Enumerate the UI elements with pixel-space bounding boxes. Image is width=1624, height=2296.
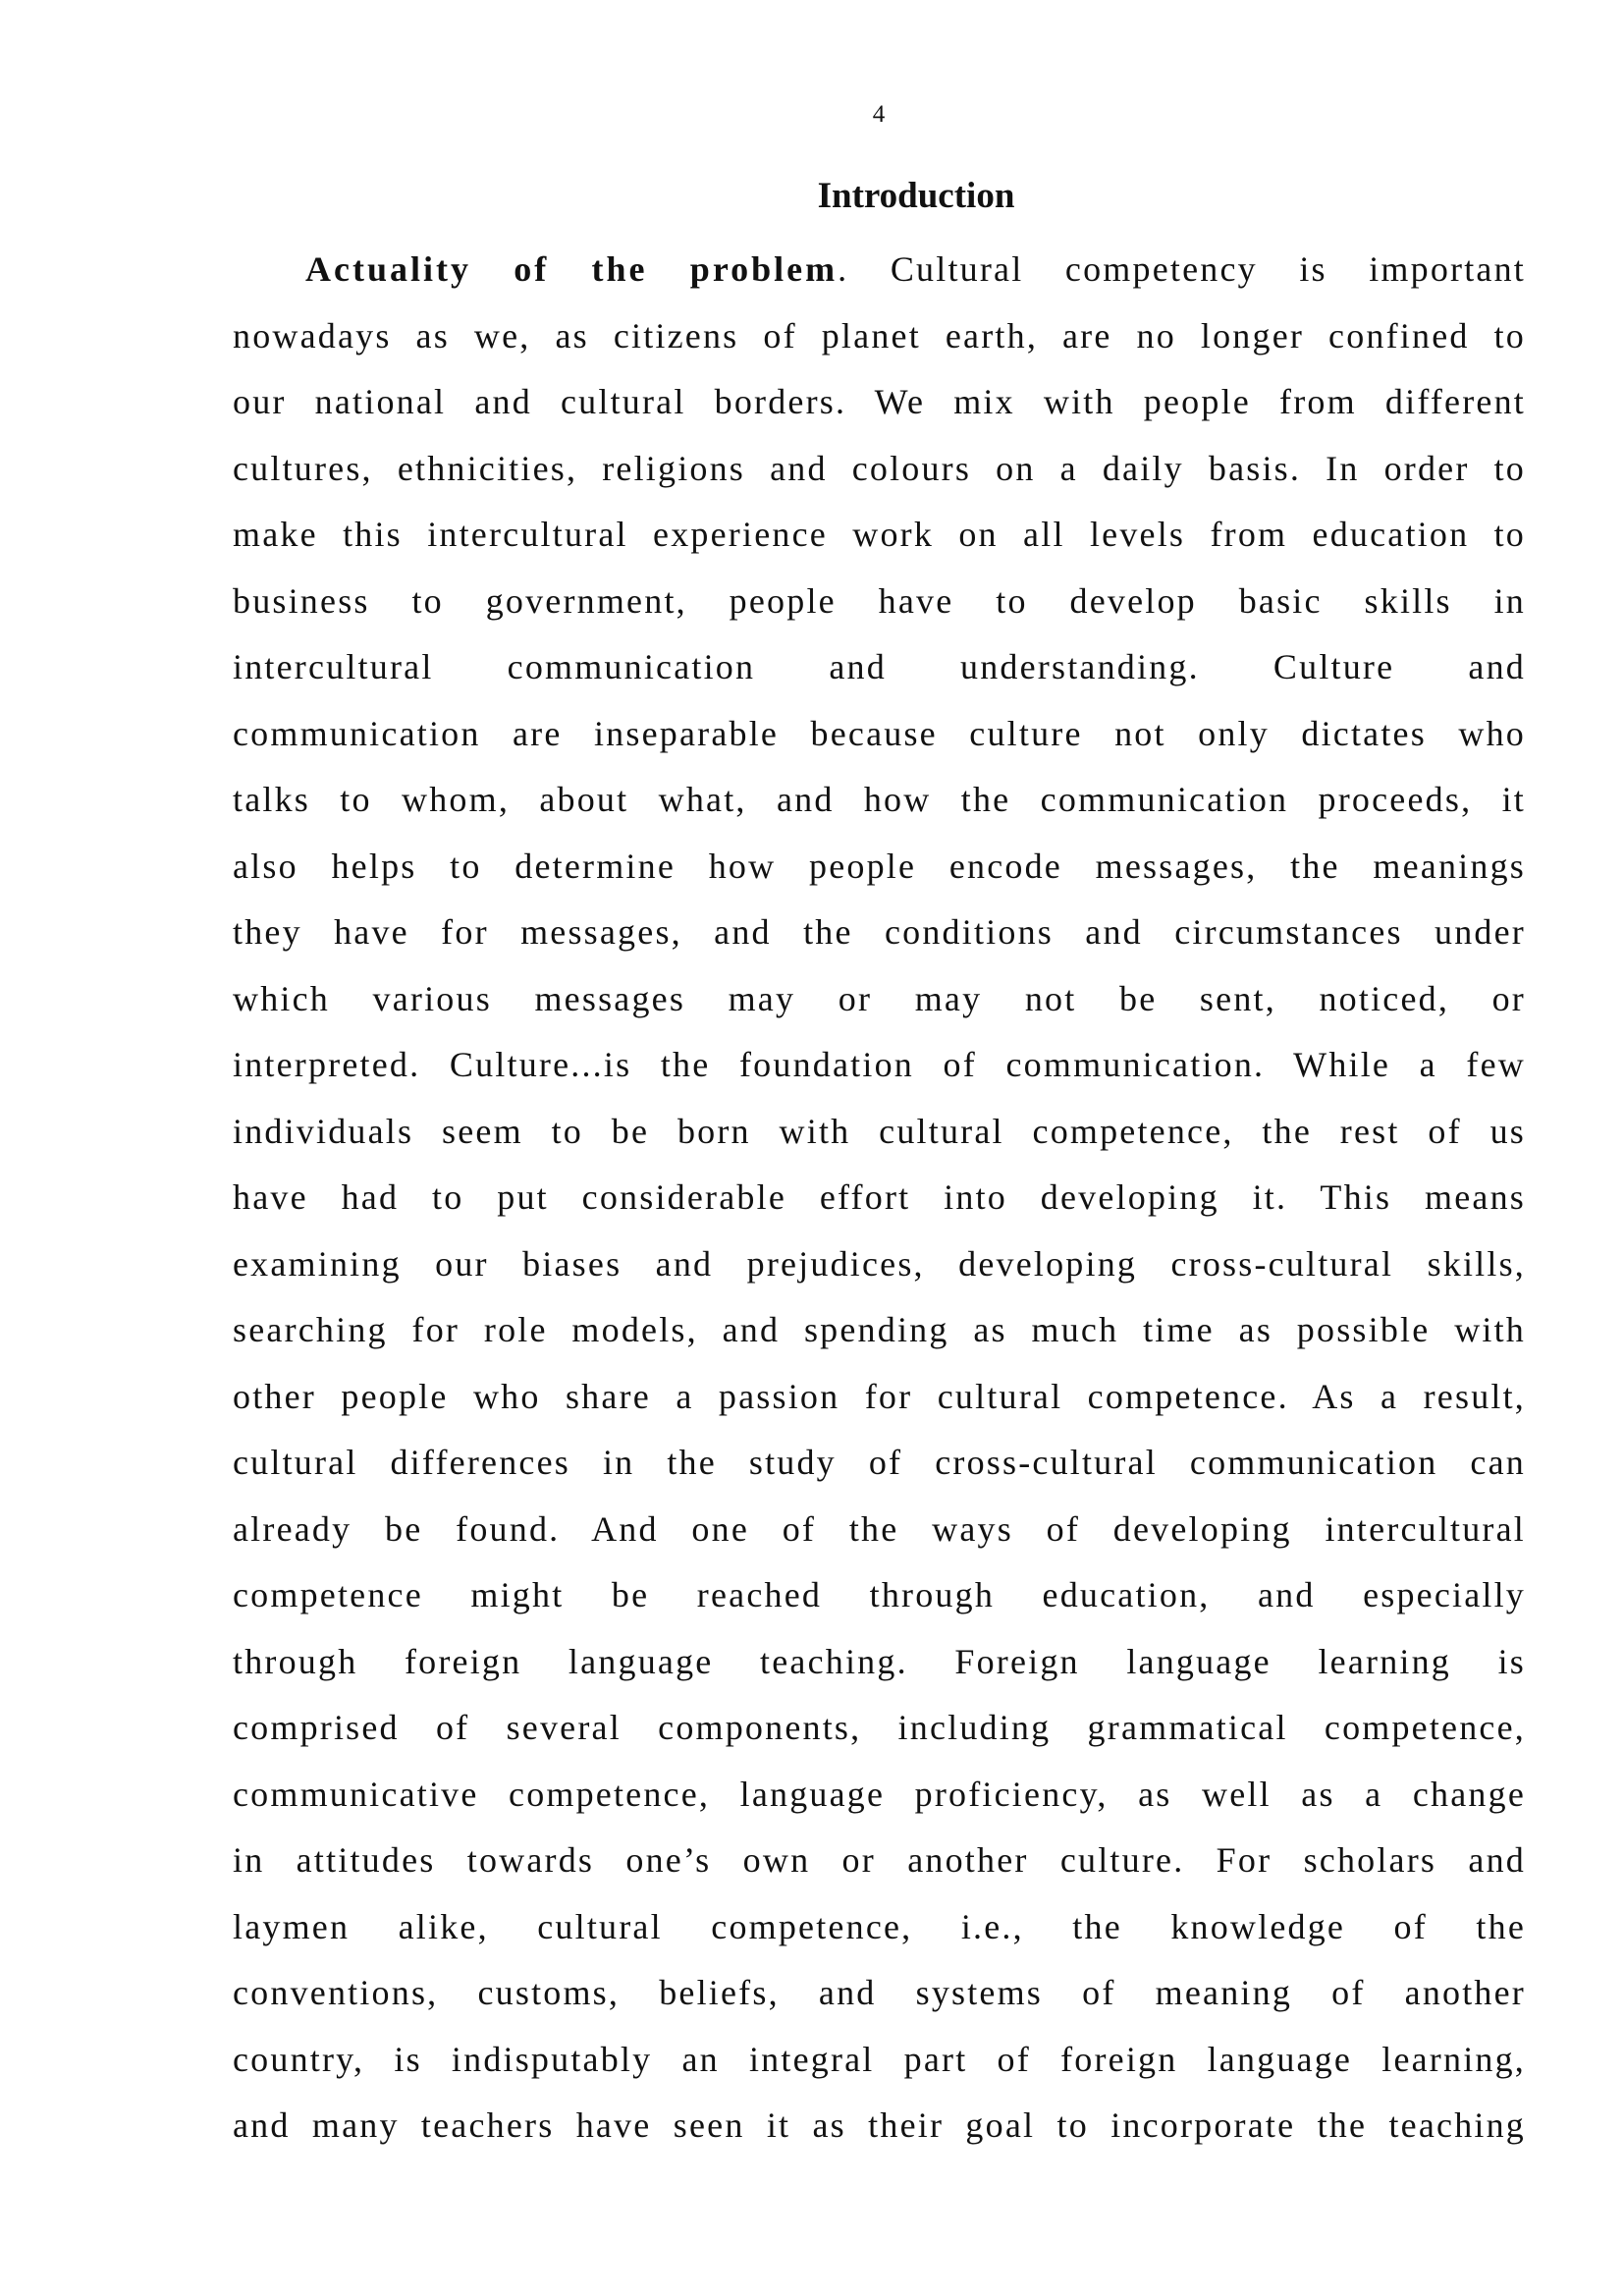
paragraph-line: and many teachers have seen it as their goal to incorporate the teaching: [233, 2105, 1526, 2145]
paragraph-line: nowadays as we, as citizens of planet earth, are no longer confined to: [233, 315, 1526, 355]
paragraph-line: laymen alike, cultural competence, i.e., the knowledge of the: [233, 1906, 1526, 1946]
paragraph-line: talks to whom, about what, and how the communication proceeds, it: [233, 780, 1526, 819]
paragraph-line: individuals seem to be born with cultural competence, the rest of us: [233, 1111, 1526, 1151]
paragraph-line: country, is indisputably an integral part of foreign language learning,: [233, 2039, 1526, 2079]
paragraph-line: cultures, ethnicities, religions and colours on a daily basis. In order to: [233, 448, 1526, 488]
paragraph-line: business to government, people have to develop basic skills in: [233, 580, 1526, 621]
paragraph-line: interpreted. Culture...is the foundation of communication. While a few: [233, 1045, 1526, 1084]
body-paragraph: [233, 237, 1526, 2159]
paragraph-line: [233, 237, 1526, 303]
paragraph-line: in attitudes towards one’s own or another culture. For scholars and: [233, 1840, 1526, 1880]
paragraph-line: examining our biases and prejudices, developing cross-cultural skills,: [233, 1243, 1526, 1284]
paragraph-line: intercultural communication and understanding. Culture and: [233, 647, 1526, 686]
paragraph-line: cultural differences in the study of cross-cultural communication can: [233, 1443, 1526, 1482]
paragraph-line: other people who share a passion for cultural competence. As a result,: [233, 1376, 1526, 1416]
paragraph-line: already be found. And one of the ways of developing intercultural: [233, 1508, 1526, 1549]
paragraph-line: comprised of several components, including grammatical competence,: [233, 1708, 1526, 1747]
paragraph-line: through foreign language teaching. Foreign language learning is: [233, 1641, 1526, 1681]
paragraph-line: make this intercultural experience work on all levels from education to: [233, 515, 1526, 554]
paragraph-line: communicative competence, language proficiency, as well as a change: [233, 1774, 1526, 1814]
paragraph-line: they have for messages, and the conditions and circumstances under: [233, 912, 1526, 952]
paragraph-line: competence might be reached through education, and especially: [233, 1575, 1526, 1614]
paragraph-line: also helps to determine how people encode messages, the meanings: [233, 846, 1526, 886]
paragraph-line: have had to put considerable effort into developing it. This means: [233, 1177, 1526, 1217]
section-heading: Introduction: [817, 176, 1015, 216]
paragraph-line: our national and cultural borders. We mix with people from different: [233, 382, 1526, 421]
line-text: Cultural competency is important: [848, 249, 1526, 289]
paragraph-line: communication are inseparable because culture not only dictates who: [233, 713, 1526, 753]
paragraph-line: conventions, customs, beliefs, and systems of meaning of another: [233, 1973, 1526, 2012]
page-number: 4: [872, 101, 886, 128]
paragraph-line: searching for role models, and spending as much time as possible with: [233, 1310, 1526, 1349]
lead-phrase: Actuality of the problem: [305, 249, 839, 289]
lead-punctuation: .: [838, 249, 849, 289]
paragraph-line: which various messages may or may not be sent, noticed, or: [233, 978, 1526, 1018]
